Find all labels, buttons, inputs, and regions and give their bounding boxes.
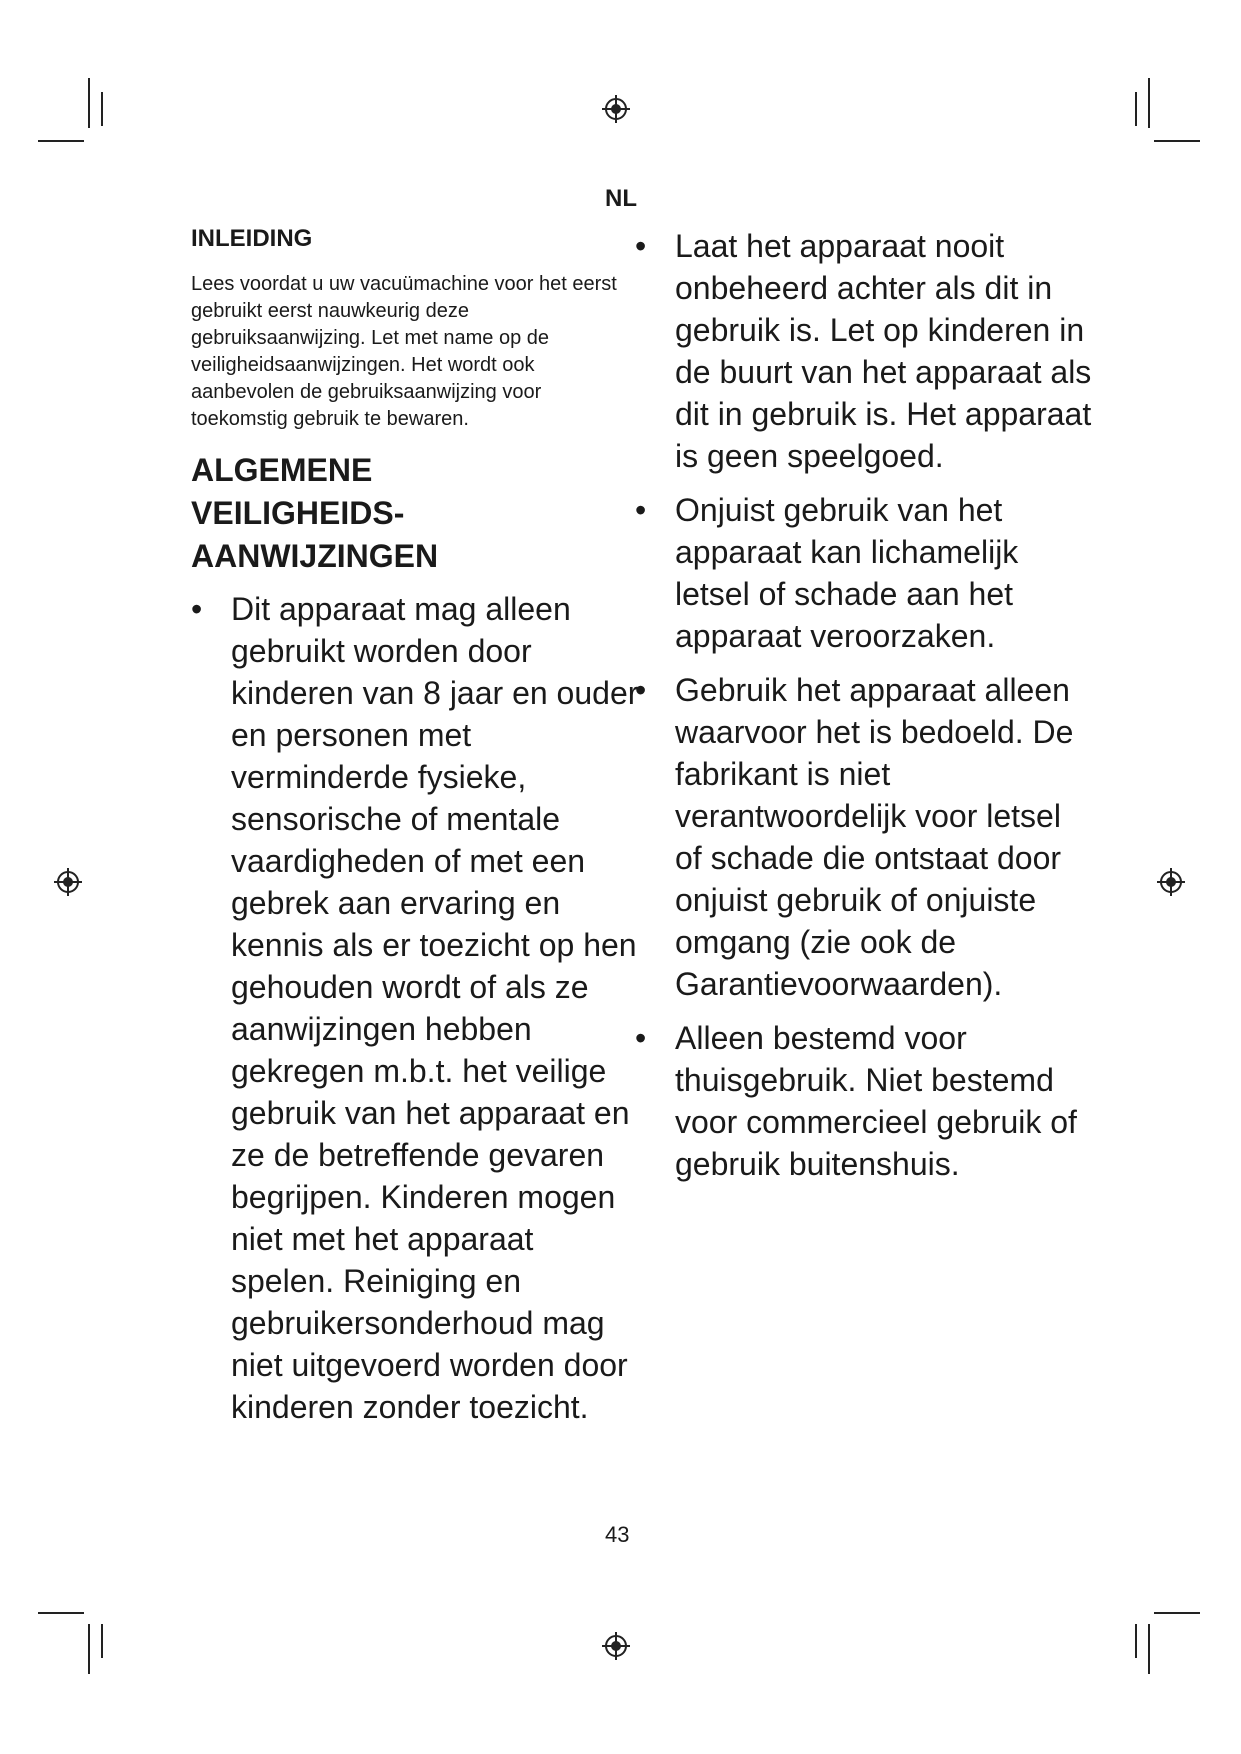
list-item-text: Gebruik het apparaat alleen waarvoor het is bedoeld. De fabrikant is niet verantwoordelijk voor letsel of schade die ontstaat door onjuist gebruik of onjuiste omgang (zie ook de Garantievoorwaarden). bbox=[675, 672, 1074, 1002]
list-item-text: Onjuist gebruik van het apparaat kan lichamelijk letsel of schade aan het apparaat veroorzaken. bbox=[675, 492, 1019, 654]
bullet-icon: • bbox=[635, 1020, 647, 1056]
crop-mark bbox=[1135, 1624, 1137, 1658]
list-item bbox=[635, 225, 1095, 477]
list-item bbox=[635, 489, 1095, 657]
crop-mark bbox=[88, 1624, 90, 1674]
crop-mark bbox=[101, 92, 103, 126]
registration-mark-icon bbox=[602, 1632, 630, 1660]
right-column bbox=[635, 225, 1095, 1197]
safety-list-right bbox=[635, 225, 1095, 1185]
bullet-icon: • bbox=[635, 228, 647, 264]
crop-mark bbox=[38, 1612, 84, 1614]
intro-text: Lees voordat u uw vacuümachine voor het eerst gebruikt eerst nauwkeurig deze gebruiksaanwijzing. Let met name op de veiligheidsaanwijzingen. Het wordt ook aanbevolen de gebruiksaanwijzing voor toekomstig gebruik te bewaren. bbox=[191, 273, 617, 430]
section-heading-line: VEILIGHEIDS- bbox=[191, 495, 405, 531]
language-code: NL bbox=[605, 185, 637, 212]
crop-mark bbox=[1148, 1624, 1150, 1674]
left-column bbox=[191, 225, 641, 1438]
list-item bbox=[191, 588, 641, 1428]
registration-mark-icon bbox=[54, 868, 82, 896]
page-number: 43 bbox=[605, 1522, 630, 1547]
registration-mark-icon bbox=[1157, 868, 1185, 896]
section-heading-line: AANWIJZINGEN bbox=[191, 538, 439, 574]
list-item bbox=[635, 1017, 1095, 1185]
crop-mark bbox=[1154, 140, 1200, 142]
crop-mark bbox=[88, 78, 90, 128]
bullet-icon: • bbox=[191, 591, 203, 627]
crop-mark bbox=[1148, 78, 1150, 128]
bullet-icon: • bbox=[635, 492, 647, 528]
crop-mark bbox=[38, 140, 84, 142]
bullet-icon: • bbox=[635, 672, 647, 708]
crop-mark bbox=[1154, 1612, 1200, 1614]
list-item-text: Dit apparaat mag alleen gebruikt worden door kinderen van 8 jaar en ouder en personen met verminderde fysieke, sensorische of mentale vaardigheden of met een gebrek aan ervaring en kennis als er toezicht op hen gehouden wordt of als ze aanwijzingen hebben gekregen m.b.t. het veilige gebruik van het apparaat en ze de betreffende gevaren begrijpen. Kinderen mogen niet met het apparaat spelen. Reiniging en gebruikersonderhoud mag niet uitgevoerd worden door kinderen zonder toezicht. bbox=[231, 591, 639, 1425]
registration-mark-icon bbox=[602, 95, 630, 123]
crop-mark bbox=[1135, 92, 1137, 126]
list-item-text: Laat het apparaat nooit onbeheerd achter als dit in gebruik is. Let op kinderen in de buurt van het apparaat als dit in gebruik is. Het apparaat is geen speelgoed. bbox=[675, 228, 1092, 474]
section-heading bbox=[191, 449, 641, 578]
section-heading-line: ALGEMENE bbox=[191, 452, 373, 488]
list-item bbox=[635, 669, 1095, 1005]
intro-heading: INLEIDING bbox=[191, 225, 313, 252]
safety-list-left bbox=[191, 588, 641, 1428]
list-item-text: Alleen bestemd voor thuisgebruik. Niet bestemd voor commercieel gebruik of gebruik buitenshuis. bbox=[675, 1020, 1077, 1182]
crop-mark bbox=[101, 1624, 103, 1658]
